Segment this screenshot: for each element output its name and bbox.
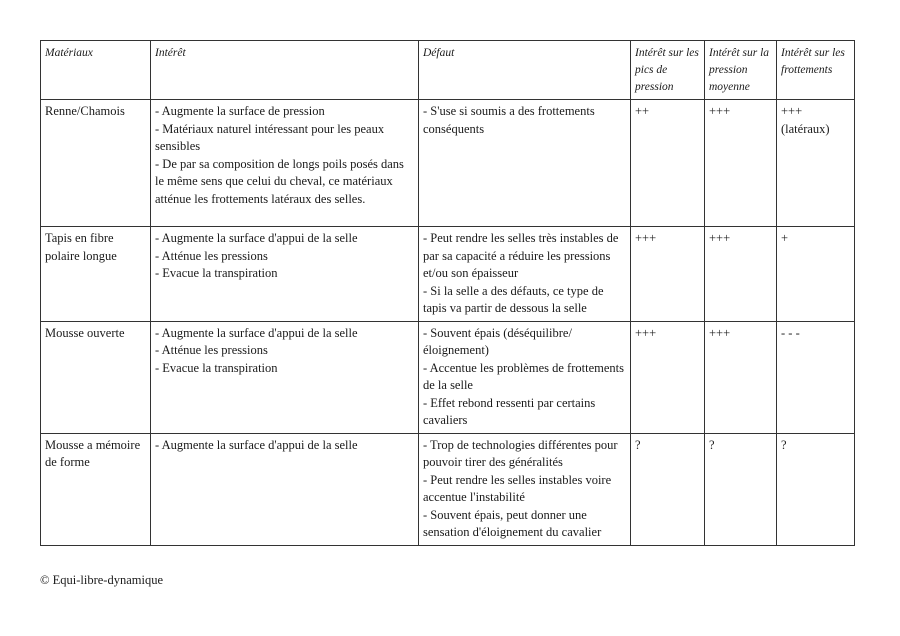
header-pics-pression: Intérêt sur les pics de pression [631, 41, 705, 100]
header-defaut: Défaut [419, 41, 631, 100]
defaut-item: - Trop de technologies différentes pour pouvoir tirer des généralités [423, 437, 618, 469]
defaut-item: - Peut rendre les selles instables voire accentue l'instabilité [423, 472, 612, 504]
score-moyenne: +++ [705, 321, 777, 433]
materials-table [40, 40, 855, 546]
table-row [41, 321, 855, 433]
score-moyenne: +++ [705, 227, 777, 322]
score-frottements: - - - [777, 321, 855, 433]
score-pics: +++ [631, 321, 705, 433]
interet-cell [151, 227, 419, 322]
interet-item: - Evacue la transpiration [155, 266, 278, 280]
interet-item: - Augmente la surface de pression [155, 104, 325, 118]
score-frottements: ? [777, 433, 855, 545]
header-frottements: Intérêt sur les frottements [777, 41, 855, 100]
interet-item: - Atténue les pressions [155, 248, 268, 263]
interet-cell [151, 100, 419, 227]
score-moyenne: +++ [705, 100, 777, 227]
score-moyenne: ? [705, 433, 777, 545]
header-materiaux: Matériaux [41, 41, 151, 100]
interet-item: - De par sa composition de longs poils posés dans le même sens que celui du cheval, ce matériaux atténue les frottements latéraux des selles. [155, 156, 404, 206]
material-name: Renne/Chamois [41, 100, 151, 227]
table-row [41, 433, 855, 545]
interet-item: - Augmente la surface d'appui de la selle [155, 437, 358, 452]
defaut-item: - Peut rendre les selles très instables de par sa capacité a réduire les pressions et/ou son épaisseur [423, 231, 619, 280]
material-name: Tapis en fibre polaire longue [41, 227, 151, 322]
interet-item: - Matériaux naturel intéressant pour les peaux sensibles [155, 121, 385, 153]
interet-item: - Atténue les pressions [155, 343, 268, 357]
table-row [41, 227, 855, 322]
interet-item: - Augmente la surface d'appui de la selle [155, 325, 358, 340]
header-pression-moyenne: Intérêt sur la pression moyenne [705, 41, 777, 100]
material-name: Mousse ouverte [41, 321, 151, 433]
defaut-item: - Effet rebond ressenti par certains cavaliers [423, 395, 596, 427]
score-pics: ++ [631, 100, 705, 227]
interet-cell [151, 433, 419, 545]
defaut-cell [419, 321, 631, 433]
interet-cell [151, 321, 419, 433]
defaut-cell [419, 227, 631, 322]
score-frottements: + [777, 227, 855, 322]
defaut-item: - Accentue les problèmes de frottements de la selle [423, 360, 624, 392]
table-row [41, 100, 855, 227]
score-frottements-cell [777, 100, 855, 227]
interet-item: - Augmente la surface d'appui de la selle [155, 231, 358, 245]
defaut-item: - Souvent épais (déséquilibre/éloignement) [423, 325, 572, 357]
interet-item: - Evacue la transpiration [155, 360, 278, 375]
score-pics: +++ [631, 227, 705, 322]
defaut-item: - Souvent épais, peut donner une sensation d'éloignement du cavalier [423, 507, 602, 539]
table-header-row [41, 41, 855, 100]
header-interet: Intérêt [151, 41, 419, 100]
defaut-cell [419, 433, 631, 545]
defaut-item: - S'use si soumis a des frottements conséquents [423, 104, 595, 136]
defaut-cell [419, 100, 631, 227]
defaut-item: - Si la selle a des défauts, ce type de tapis va partir de dessous la selle [423, 283, 604, 315]
score-frottements: +++ [781, 104, 803, 118]
score-pics: ? [631, 433, 705, 545]
copyright-footer: © Equi-libre-dynamique [40, 573, 164, 587]
score-frottements-note: (latéraux) [781, 121, 830, 136]
material-name: Mousse a mémoire de forme [41, 433, 151, 545]
